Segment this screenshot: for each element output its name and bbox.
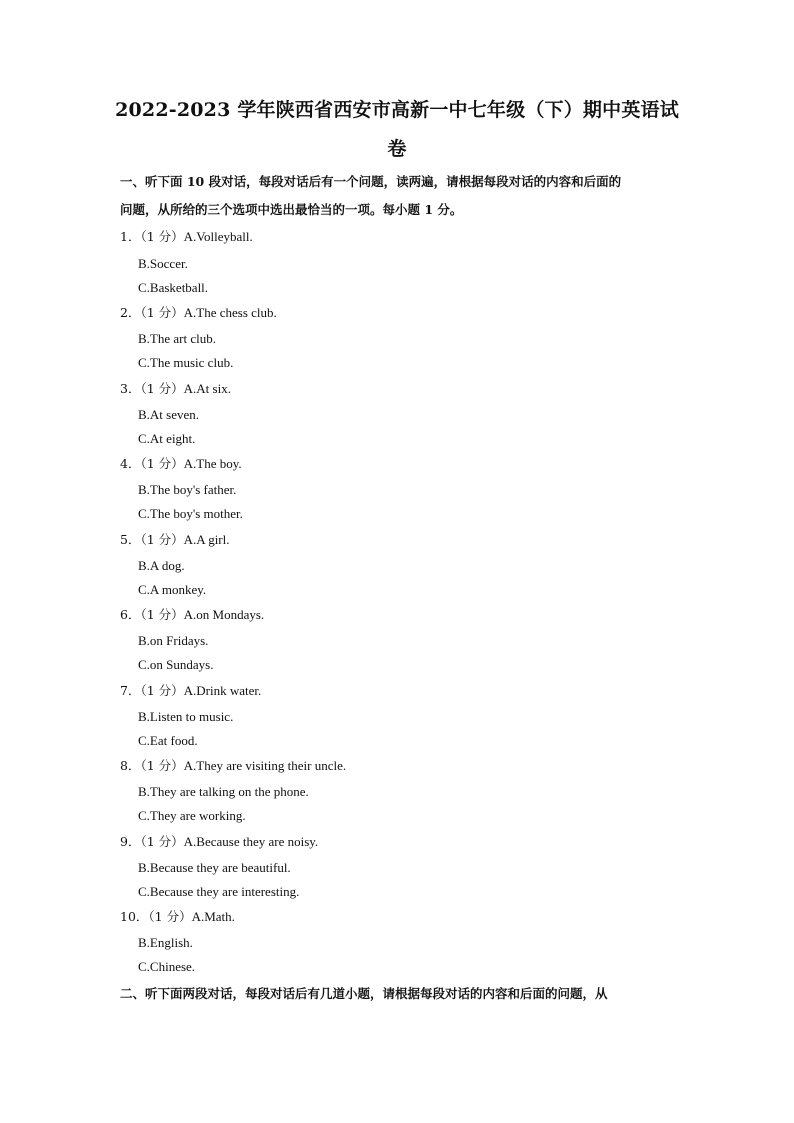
option-a: A.Drink water. [183, 683, 262, 698]
question-score: （1 分） [140, 381, 184, 396]
section-2-instruction-line-1: 二、听下面两段对话，每段对话后有几道小题，请根据每段对话的内容和后面的问题，从 [120, 986, 608, 1001]
option-b: B.on Fridays. [138, 633, 209, 648]
option-c: C.They are working. [138, 808, 246, 823]
question-number: 7． [120, 683, 141, 698]
option-a: A.on Mondays. [183, 607, 265, 622]
question-8 [120, 757, 346, 775]
option-b: B.At seven. [138, 407, 200, 422]
question-number: 8． [120, 758, 141, 773]
option-c: C.Because they are interesting. [138, 884, 300, 899]
option-b: B.They are talking on the phone. [138, 784, 309, 799]
option-a: A.The boy. [183, 456, 242, 471]
option-a: A.They are visiting their uncle. [183, 758, 347, 773]
option-a: A.Because they are noisy. [183, 834, 319, 849]
option-b: B.The boy's father. [138, 482, 237, 497]
section-1-instruction-line-2: 问题，从所给的三个选项中选出最恰当的一项。每小题 1 分。 [120, 202, 463, 217]
question-score: （1 分） [140, 607, 184, 622]
option-b: B.English. [138, 935, 193, 950]
question-number: 9． [120, 834, 141, 849]
question-number: 2． [120, 305, 141, 320]
question-number: 5． [120, 532, 141, 547]
question-4 [120, 455, 242, 473]
question-score: （1 分） [140, 834, 184, 849]
option-c: C.Eat food. [138, 733, 198, 748]
question-6 [120, 606, 264, 624]
question-score: （1 分） [148, 909, 192, 924]
option-b: B.Because they are beautiful. [138, 860, 291, 875]
question-score: （1 分） [140, 758, 184, 773]
question-score: （1 分） [140, 229, 184, 244]
question-number: 4． [120, 456, 141, 471]
option-c: C.A monkey. [138, 582, 207, 597]
question-9 [120, 833, 318, 851]
option-c: C.At eight. [138, 431, 196, 446]
question-score: （1 分） [140, 683, 184, 698]
option-c: C.The music club. [138, 355, 234, 370]
question-5 [120, 531, 230, 549]
question-number: 1． [120, 229, 141, 244]
option-a: A.Volleyball. [183, 229, 253, 244]
option-a: A.At six. [183, 381, 231, 396]
question-3 [120, 380, 231, 398]
option-c: C.Basketball. [138, 280, 209, 295]
option-a: A.A girl. [183, 532, 230, 547]
option-b: B.A dog. [138, 558, 185, 573]
section-1-instruction-line-1: 一、听下面 10 段对话，每段对话后有一个问题，读两遍，请根据每段对话的内容和后面的 [120, 174, 622, 189]
question-number: 10． [120, 909, 149, 924]
option-c: C.Chinese. [138, 959, 196, 974]
question-number: 6． [120, 607, 141, 622]
question-number: 3． [120, 381, 141, 396]
page-title-line-1: 2022-2023 学年陕西省西安市高新一中七年级（下）期中英语试 [115, 99, 679, 121]
option-b: B.Listen to music. [138, 709, 234, 724]
option-c: C.The boy's mother. [138, 506, 243, 521]
question-score: （1 分） [140, 305, 184, 320]
option-a: A.The chess club. [183, 305, 277, 320]
question-2 [120, 304, 277, 322]
question-1 [120, 228, 253, 246]
question-score: （1 分） [140, 532, 184, 547]
question-7 [120, 682, 261, 700]
page-title-line-2: 卷 [387, 138, 407, 160]
option-a: A.Math. [191, 909, 235, 924]
option-b: B.The art club. [138, 331, 216, 346]
option-c: C.on Sundays. [138, 657, 214, 672]
question-score: （1 分） [140, 456, 184, 471]
option-b: B.Soccer. [138, 256, 188, 271]
question-10 [120, 908, 235, 926]
